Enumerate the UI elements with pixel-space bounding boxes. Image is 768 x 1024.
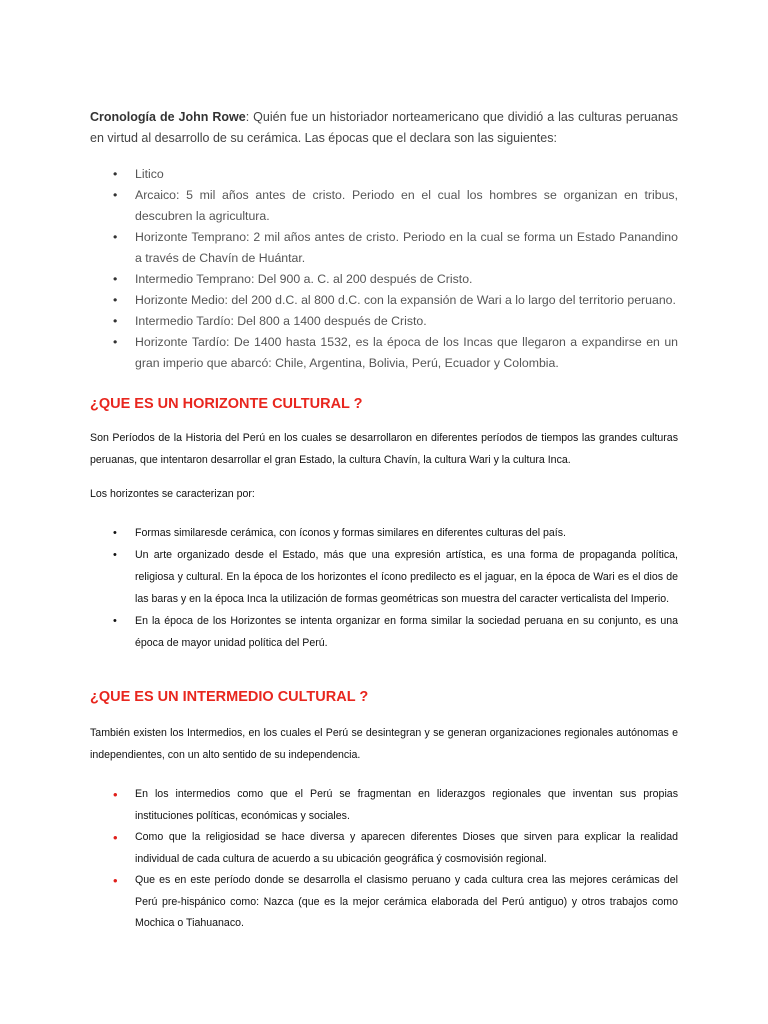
list-item: • Intermedio Tardío: Del 800 a 1400 después de Cristo. [90, 311, 678, 332]
horizonte-heading: ¿QUE ES UN HORIZONTE CULTURAL ? [90, 396, 363, 412]
list-item: • Arcaico: 5 mil años antes de cristo. Periodo en el cual los hombres se organizan en tribus, descubren la agricultura. [90, 185, 678, 227]
intermedio-paragraph: También existen los Intermedios, en los cuales el Perú se desintegran y se generan organizaciones regionales autónomas e independientes, con un alto sentido de su independencia. [90, 727, 678, 761]
intro-text: : Quién fue un historiador norteamericano que dividió a las culturas peruanas en virtud al desarrollo de su cerámica. Las épocas que el declara son las siguientes: [90, 110, 678, 145]
list-item: • Litico [90, 164, 678, 185]
list-item: • En los intermedios como que el Perú se fragmentan en liderazgos regionales que inventan sus propias instituciones políticas, económicas y sociales. [90, 784, 678, 827]
list-item: • En la época de los Horizontes se intenta organizar en forma similar la sociedad peruana en su conjunto, es una época de mayor unidad política del Perú. [90, 610, 678, 654]
intro-paragraph [90, 107, 678, 149]
list-item: • Que es en este período donde se desarrolla el clasismo peruano y cada cultura crea las mejores cerámicas del Perú pre-hispánico como: Nazca (que es la mejor cerámica elaborada del Perú antiguo) y otros trabajos como Mochica o Tiahuanaco. [90, 870, 678, 935]
list-item: • Como que la religiosidad se hace diversa y aparecen diferentes Dioses que sirven para explicar la realidad individual de cada cultura de acuerdo a su ubicación geográfica ý cosmovisión regional. [90, 827, 678, 870]
intro-term: Cronología de John Rowe [90, 110, 246, 124]
list-item: • Horizonte Medio: del 200 d.C. al 800 d.C. con la expansión de Wari a lo largo del territorio peruano. [90, 290, 678, 311]
list-item: • Horizonte Temprano: 2 mil años antes de cristo. Periodo en la cual se forma un Estado Panandino a través de Chavín de Huántar. [90, 227, 678, 269]
list-item: • Un arte organizado desde el Estado, más que una expresión artística, es una forma de propaganda política, religiosa y cultural. En la época de los horizontes el ícono predilecto es el jaguar, en la época de Wari es el dios de las baras y en la época Inca la utilización de formas geométricas son muestra del caracter verticalista del Imperio. [90, 544, 678, 610]
horizonte-paragraph: Son Períodos de la Historia del Perú en los cuales se desarrollaron en diferentes períodos de tiempos las grandes culturas peruanas, que intentaron desarrollar el gran Estado, la cultura Chavín, la cultura Wari y la cultura Inca. [90, 432, 678, 466]
list-item: • Formas similaresde cerámica, con íconos y formas similares en diferentes culturas del país. [90, 522, 678, 544]
epochs-list [90, 164, 678, 374]
horizonte-lead: Los horizontes se caracterizan por: [90, 488, 255, 500]
list-item: • Intermedio Temprano: Del 900 a. C. al 200 después de Cristo. [90, 269, 678, 290]
intermedio-heading: ¿QUE ES UN INTERMEDIO CULTURAL ? [90, 689, 369, 705]
horizonte-list [90, 522, 678, 654]
intermedio-list [90, 784, 678, 935]
list-item: • Horizonte Tardío: De 1400 hasta 1532, es la época de los Incas que llegaron a expandirse en un gran imperio que abarcó: Chile, Argentina, Bolivia, Perú, Ecuador y Colombia. [90, 332, 678, 374]
